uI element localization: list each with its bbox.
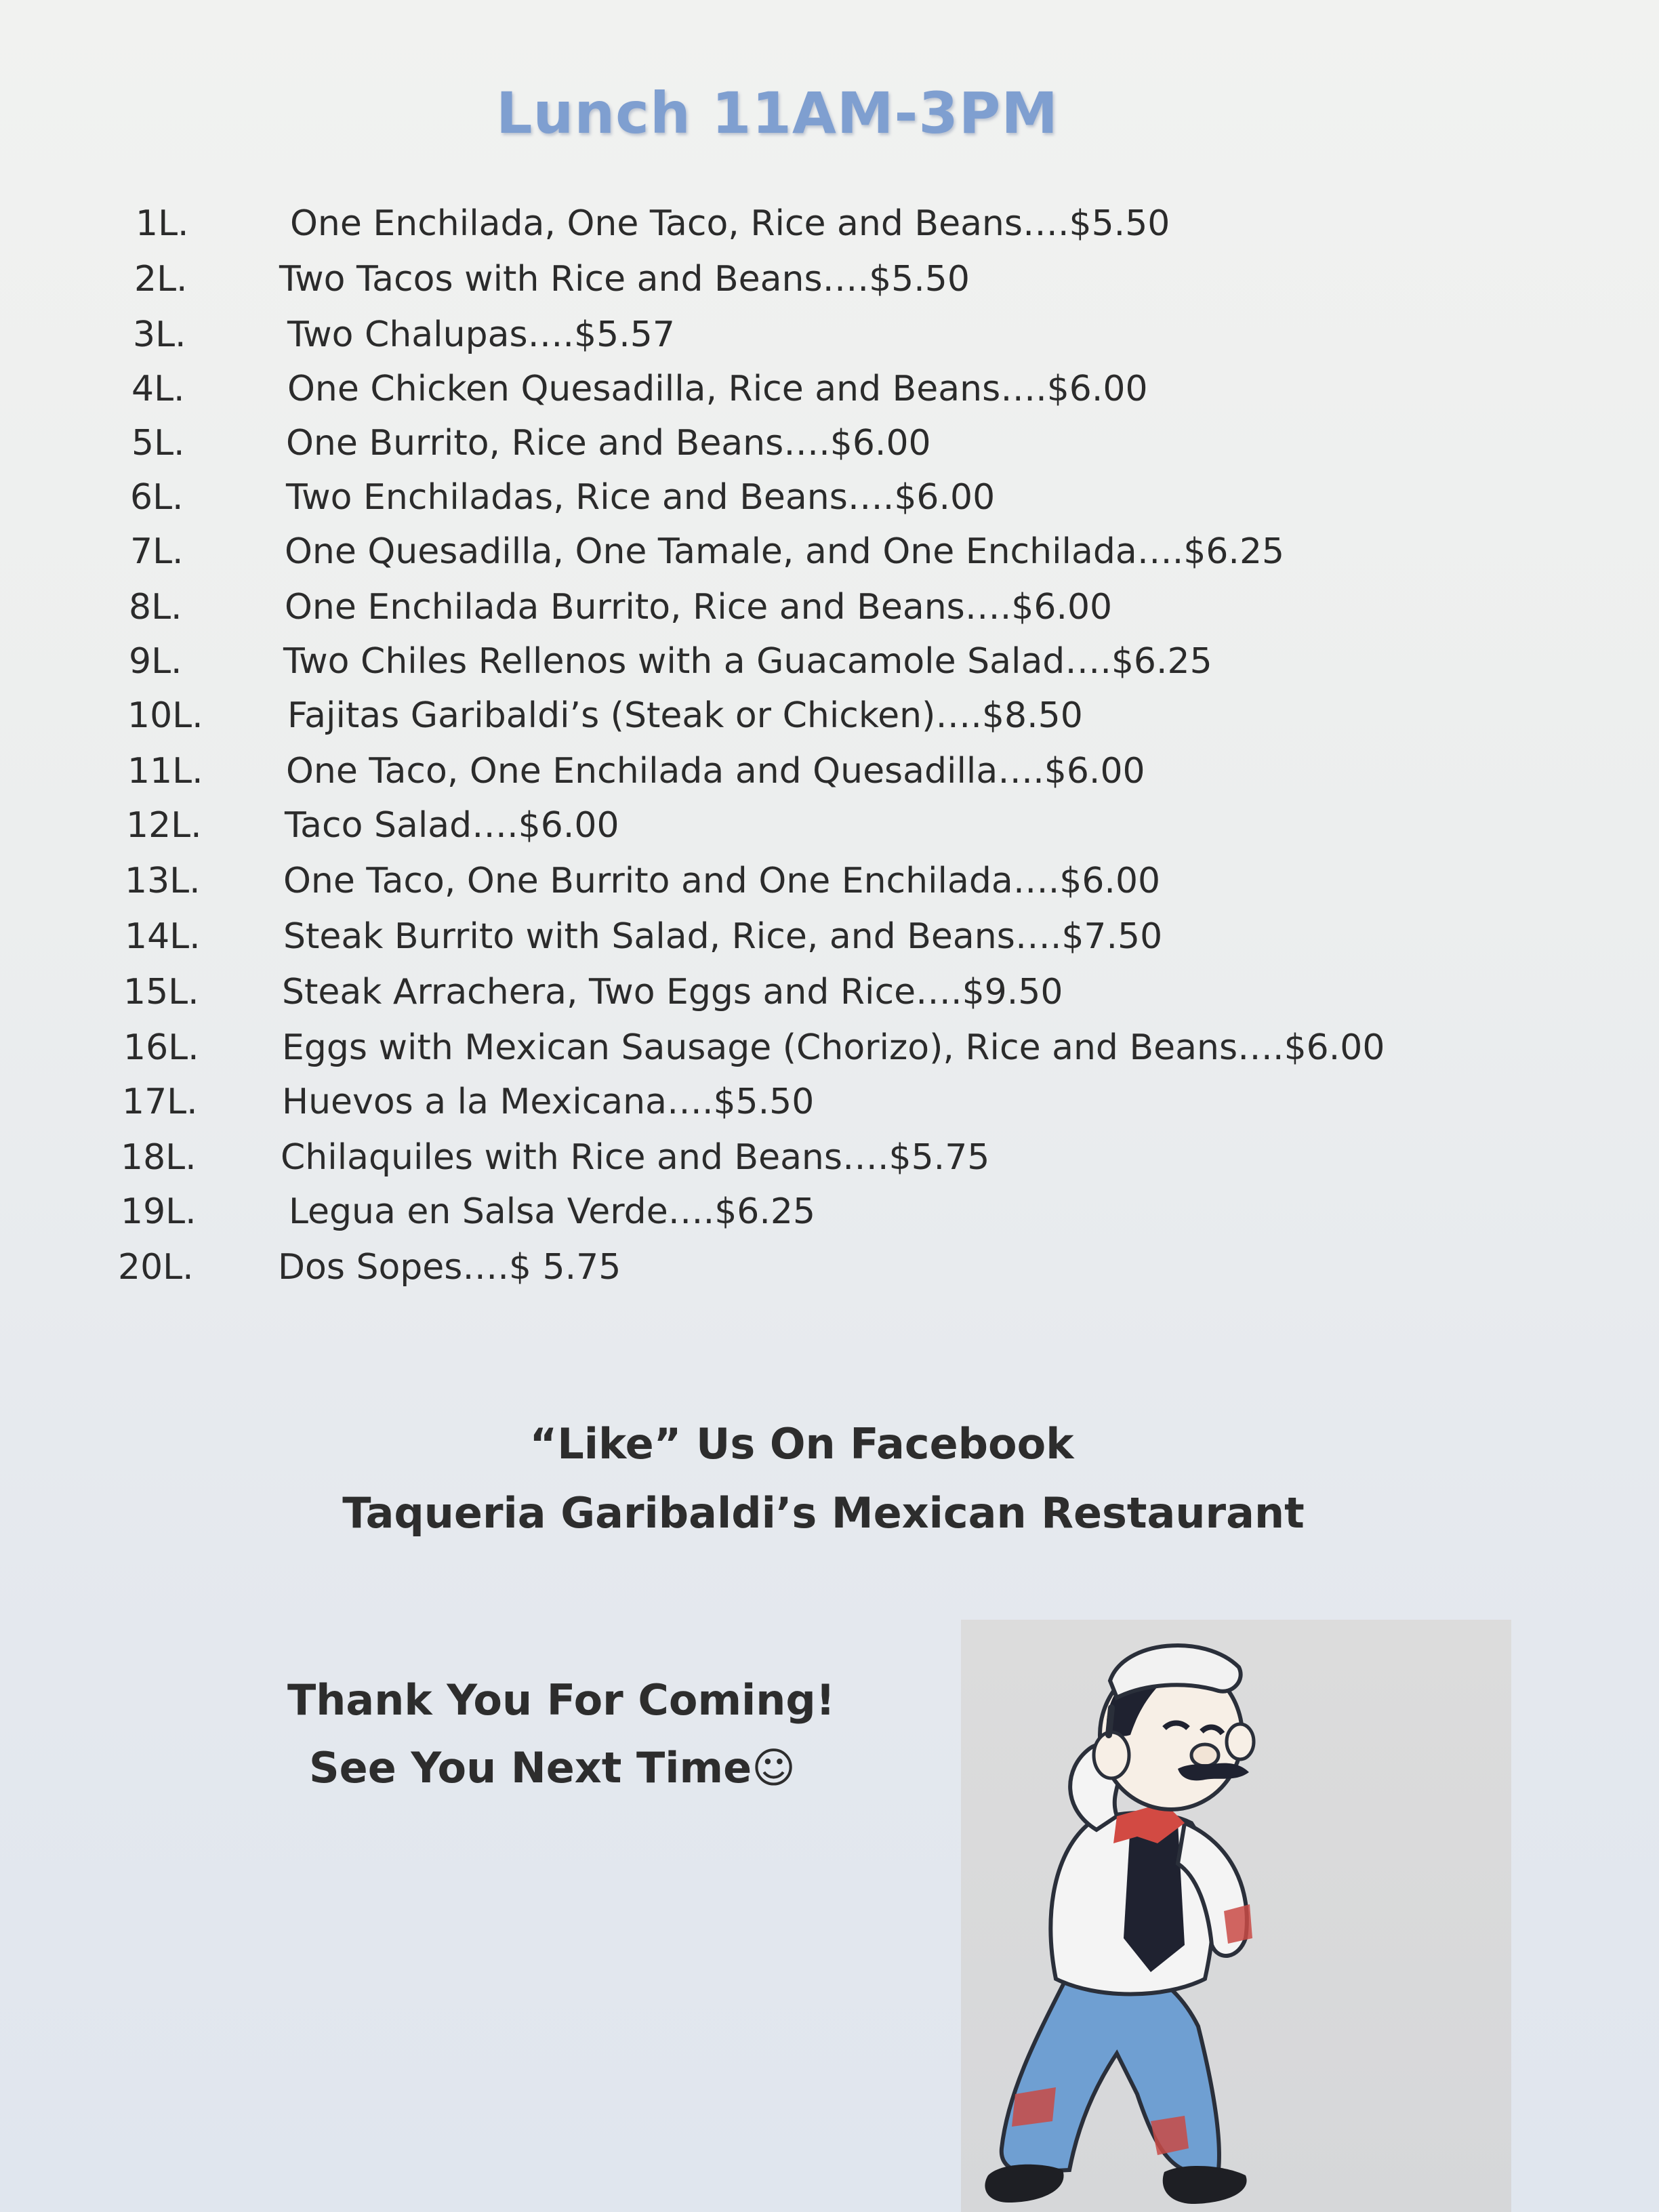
menu-item-text: Dos Sopes….$ 5.75 (278, 1247, 621, 1288)
menu-item-text: Steak Burrito with Salad, Rice, and Beans….$7.50 (283, 916, 1163, 957)
menu-item-number: 9L. (129, 641, 182, 682)
menu-item-text: Eggs with Mexican Sausage (Chorizo), Rice and Beans….$6.00 (282, 1027, 1385, 1068)
menu-item-number: 5L. (131, 423, 185, 464)
menu-item-number: 18L. (121, 1137, 197, 1178)
menu-item-text: Two Chalupas….$5.57 (287, 314, 675, 355)
menu-item-text: Two Chiles Rellenos with a Guacamole Salad….$6.25 (283, 641, 1212, 682)
menu-item-text: One Taco, One Enchilada and Quesadilla….$6.00 (286, 751, 1145, 792)
menu-item-number: 20L. (118, 1247, 194, 1288)
menu-item-number: 15L. (123, 972, 199, 1012)
menu-item-number: 2L. (134, 259, 188, 300)
menu-item-text: Steak Arrachera, Two Eggs and Rice….$9.50 (282, 972, 1063, 1012)
chef-mascot-icon (961, 1620, 1511, 2212)
restaurant-name: Taqueria Garibaldi’s Mexican Restaurant (342, 1488, 1305, 1538)
thank-you-message: Thank You For Coming! (287, 1675, 836, 1725)
menu-item-text: Legua en Salsa Verde….$6.25 (289, 1191, 816, 1232)
menu-item-text: Fajitas Garibaldi’s (Steak or Chicken)….$8.50 (287, 695, 1083, 736)
menu-item-number: 19L. (121, 1191, 197, 1232)
menu-item-number: 11L. (127, 751, 203, 792)
menu-item-number: 10L. (127, 695, 203, 736)
menu-item-number: 12L. (126, 805, 202, 846)
menu-item-number: 4L. (131, 369, 185, 409)
menu-item-number: 7L. (130, 531, 184, 572)
menu-item-text: Taco Salad….$6.00 (285, 805, 619, 846)
menu-title: Lunch 11AM-3PM (496, 80, 1059, 146)
see-you-message: See You Next Time☺ (309, 1743, 796, 1793)
menu-item-number: 8L. (129, 587, 182, 628)
mascot-image (961, 1620, 1511, 2212)
menu-item-number: 17L. (122, 1082, 198, 1122)
menu-item-number: 6L. (130, 477, 184, 518)
menu-item-text: Chilaquiles with Rice and Beans….$5.75 (281, 1137, 990, 1178)
menu-item-number: 3L. (133, 314, 186, 355)
menu-item-text: One Taco, One Burrito and One Enchilada….$6.00 (283, 861, 1161, 901)
menu-item-text: Two Enchiladas, Rice and Beans….$6.00 (286, 477, 996, 518)
menu-item-number: 16L. (123, 1027, 199, 1068)
menu-item-text: Two Tacos with Rice and Beans….$5.50 (279, 259, 970, 300)
menu-item-text: One Burrito, Rice and Beans….$6.00 (286, 423, 931, 464)
menu-item-number: 1L. (136, 203, 189, 244)
menu-item-text: Huevos a la Mexicana….$5.50 (282, 1082, 815, 1122)
facebook-callout: “Like” Us On Facebook (529, 1419, 1074, 1469)
menu-item-text: One Chicken Quesadilla, Rice and Beans….$6.00 (287, 369, 1148, 409)
menu-item-number: 13L. (125, 861, 201, 901)
menu-item-text: One Enchilada Burrito, Rice and Beans….$6.00 (285, 587, 1113, 628)
menu-item-text: One Enchilada, One Taco, Rice and Beans….$5.50 (290, 203, 1170, 244)
menu-item-text: One Quesadilla, One Tamale, and One Enchilada….$6.25 (285, 531, 1285, 572)
menu-item-number: 14L. (125, 916, 201, 957)
